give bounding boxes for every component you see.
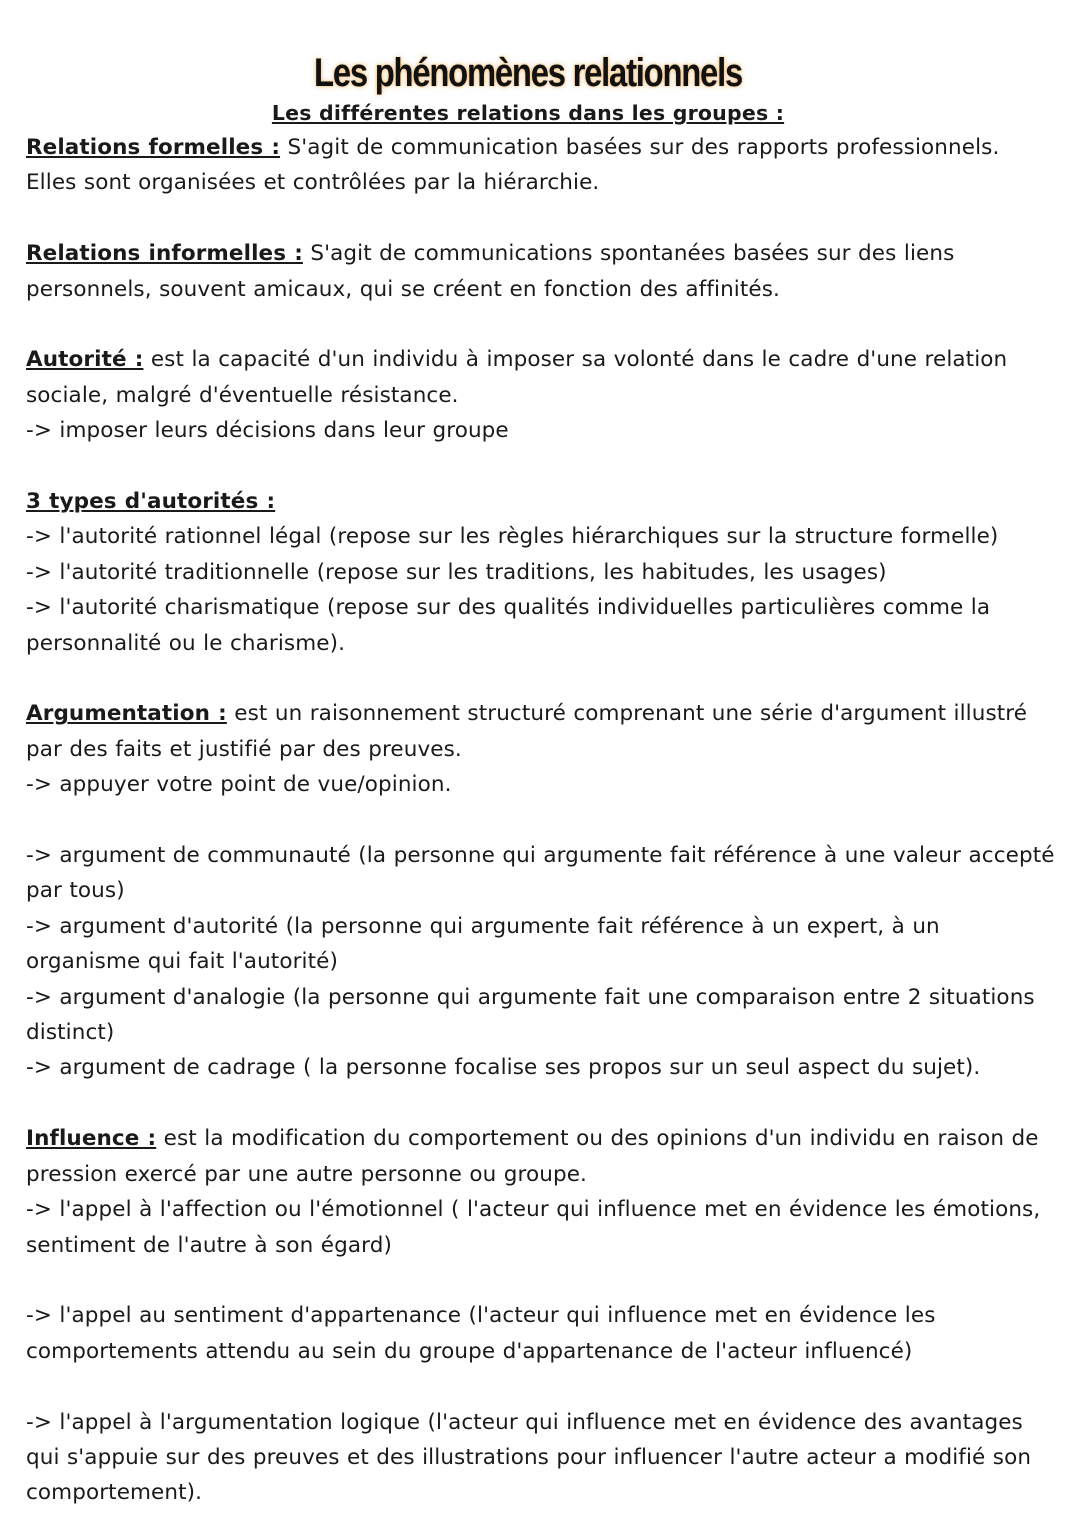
authority-type-item: -> l'autorité rationnel légal (repose sur les règles hiérarchiques sur la structure formelle) — [26, 524, 999, 550]
influence-paragraph — [26, 1121, 1056, 1192]
argument-item: -> argument de cadrage ( la personne focalise ses propos sur un seul aspect du sujet). — [26, 1055, 981, 1081]
argumentation-term: Argumentation : — [26, 701, 227, 727]
authority-note: -> imposer leurs décisions dans leur groupe — [26, 418, 509, 444]
page-title: Les phénomènes relationnels — [314, 51, 742, 95]
argument-item: -> argument d'autorité (la personne qui argumente fait référence à un expert, à un organisme qui fait l'autorité) — [26, 913, 940, 975]
influence-text: est la modification du comportement ou des opinions d'un individu en raison de pression exercé par une autre personne ou groupe. — [26, 1126, 1039, 1187]
page-subtitle: Les différentes relations dans les groupes : — [271, 101, 785, 125]
argumentation-paragraph — [26, 696, 1056, 767]
authority-type-item: -> l'autorité traditionnelle (repose sur les traditions, les habitudes, les usages) — [26, 559, 887, 585]
argument-item: -> argument de communauté (la personne qui argumente fait référence à une valeur accepté par tous) — [26, 843, 1055, 904]
authority-text: est la capacité d'un individu à imposer sa volonté dans le cadre d'une relation sociale, malgré d'éventuelle résistance. — [26, 347, 1008, 408]
document-page — [26, 48, 1056, 1511]
argumentation-note: -> appuyer votre point de vue/opinion. — [26, 772, 452, 798]
argument-item: -> argument d'analogie (la personne qui argumente fait une comparaison entre 2 situations distinct) — [26, 984, 1035, 1046]
formal-relations-term: Relations formelles : — [26, 135, 281, 160]
authority-types-term: 3 types d'autorités : — [26, 489, 276, 515]
informal-relations-paragraph — [26, 236, 1056, 307]
formal-relations-paragraph — [26, 130, 1056, 201]
influence-item: -> l'appel au sentiment d'appartenance (l'acteur qui influence met en évidence les comportements attendu au sein du groupe d'appartenance de l'acteur influencé) — [26, 1303, 936, 1364]
informal-relations-text: S'agit de communications spontanées basées sur des liens personnels, souvent amicaux, qui se créent en fonction des affinités. — [26, 241, 955, 302]
authority-paragraph — [26, 342, 1056, 413]
influence-item: -> l'appel à l'argumentation logique (l'acteur qui influence met en évidence des avantages qui s'appuie sur des preuves et des illustrations pour influencer l'autre acteur a modifié son comportement). — [26, 1409, 1032, 1506]
authority-type-item: -> l'autorité charismatique (repose sur des qualités individuelles particulières comme la personnalité ou le charisme). — [26, 595, 991, 656]
authority-term: Autorité : — [26, 347, 144, 373]
influence-term: Influence : — [26, 1126, 157, 1152]
authority-types-heading — [26, 484, 1056, 519]
formal-relations-text: S'agit de communication basées sur des rapports professionnels. Elles sont organisées et contrôlées par la hiérarchie. — [26, 135, 1000, 196]
influence-item: -> l'appel à l'affection ou l'émotionnel ( l'acteur qui influence met en évidence les émotions, sentiment de l'autre à son égard) — [26, 1197, 1041, 1258]
informal-relations-term: Relations informelles : — [26, 241, 303, 267]
argumentation-text: est un raisonnement structuré comprenant une série d'argument illustré par des faits et justifié par des preuves. — [26, 701, 1028, 762]
